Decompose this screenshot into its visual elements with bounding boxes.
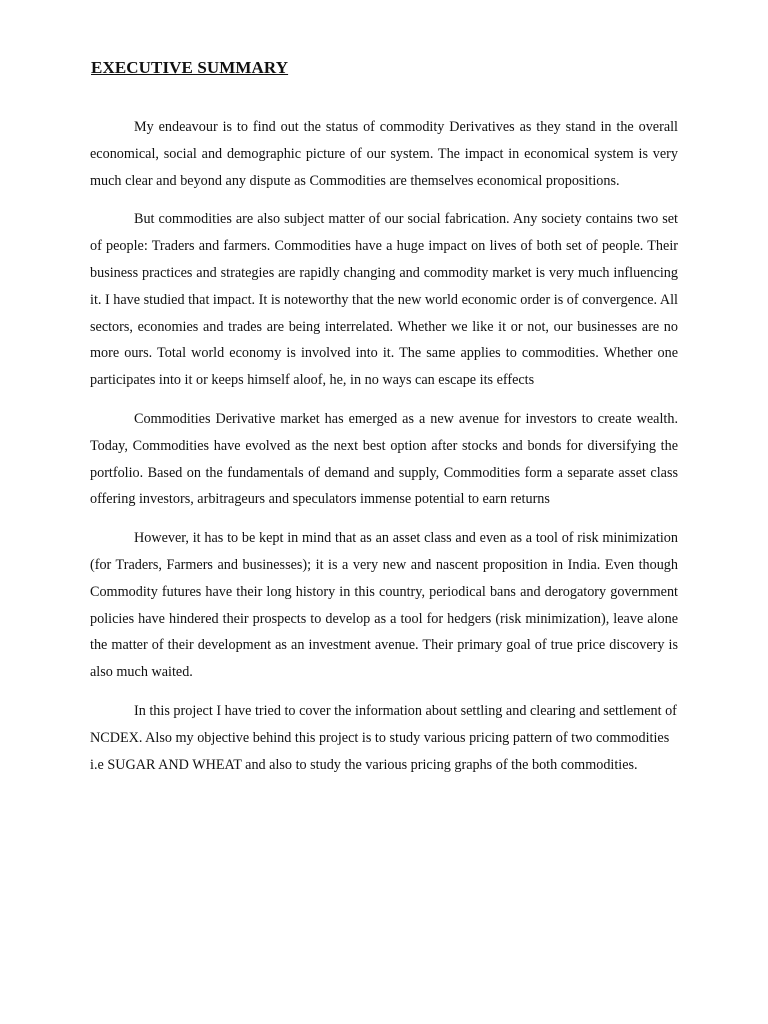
page-title: EXECUTIVE SUMMARY	[91, 58, 289, 77]
paragraph-3-text: Commodities Derivative market has emerged as a new avenue for investors to create wealth. Today, Commodities have evolved as the next best option after stocks and bonds for diversifying the portfolio. Based on the fundamentals of demand and supply, Commodities form a separate asset class offering investors, arbitrageurs and speculators immense potential to earn returns	[90, 410, 678, 508]
paragraph-5: In this project I have tried to cover the information about settling and clearing and settlement of NCDEX. Also my objective behind this project is to study various pricing pattern of two commodities i.e SUGAR AND WHEAT and also to study the various pricing graphs of the both commodities.	[90, 702, 677, 773]
document-body	[90, 114, 678, 778]
paragraph-4: However, it has to be kept in mind that as an asset class and even as a tool of risk minimization (for Traders, Farmers and businesses); it is a very new and nascent proposition in India. Even though Commodity futures have their long history in this country, periodical bans and derogatory government policies have hindered their prospects to develop as a tool for hedgers (risk minimization), leave alone the matter of their development as an investment avenue. Their primary goal of true price discovery is also much waited.	[90, 530, 678, 681]
paragraph-1: My endeavour is to find out the status of commodity Derivatives as they stand in the overall economical, social and demographic picture of our system. The impact in economical system is very much clear and beyond any dispute as Commodities are themselves economical propositions.	[90, 119, 678, 189]
paragraph-3	[90, 406, 678, 513]
paragraph-2: But commodities are also subject matter of our social fabrication. Any society contains two set of people: Traders and farmers. Commodities have a huge impact on lives of both set of people. Their business practices and strategies are rapidly changing and commodity market is very much influencing it. I have studied that impact. It is noteworthy that the new world economic order is of convergence. All sectors, economies and trades are being interrelated. Whether we like it or not, our businesses are no more ours. Total world economy is involved into it. The same applies to commodities. Whether one participates into it or keeps himself aloof, he, in no ways can escape its effects	[90, 211, 678, 389]
